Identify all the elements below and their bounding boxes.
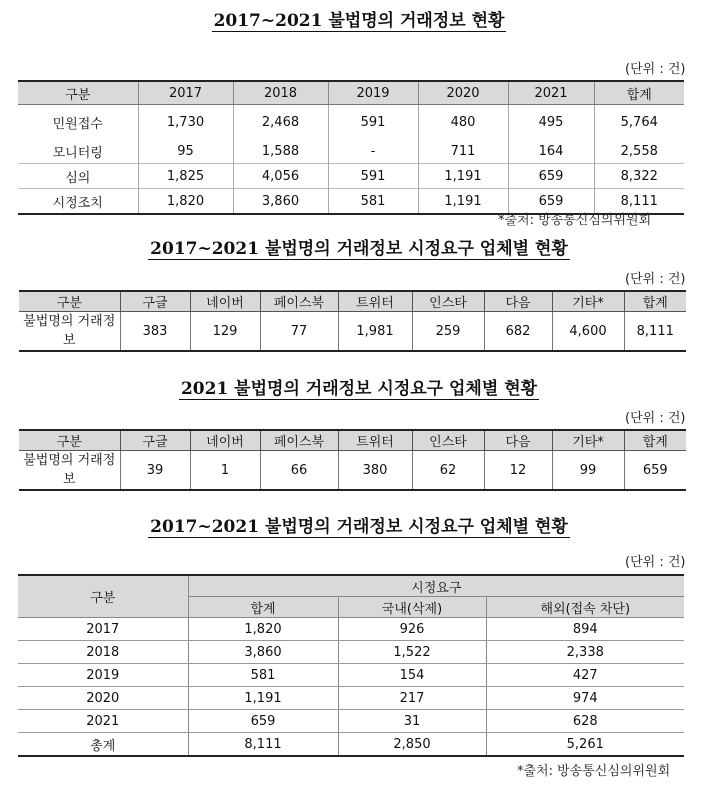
table-cell: 2,338 (486, 641, 684, 664)
header-cell: 다음 (484, 430, 552, 451)
table-cell: 5,261 (486, 733, 684, 757)
section2-unit: (단위 : 건) (625, 272, 686, 287)
table-row (18, 641, 684, 664)
table-cell: 1,825 (138, 164, 233, 189)
table-total-row (18, 733, 684, 757)
table-cell: 3,860 (188, 641, 338, 664)
header-cell: 기타* (552, 291, 624, 312)
header-cell: 트위터 (338, 430, 412, 451)
table-cell: 427 (486, 664, 684, 687)
table-cell: 380 (338, 451, 412, 491)
header-cell: 구분 (18, 575, 188, 618)
table-header-row (19, 291, 686, 312)
table-cell: 39 (120, 451, 190, 491)
row-label: 심의 (18, 164, 138, 189)
table-cell: 591 (328, 105, 418, 140)
header-cell: 합계 (624, 430, 686, 451)
header-cell: 페이스북 (260, 430, 338, 451)
table-row (19, 451, 686, 491)
header-cell: 구분 (19, 291, 120, 312)
table-cell: 62 (412, 451, 484, 491)
table-cell: 591 (328, 164, 418, 189)
section3-title: 2021 불법명의 거래정보 시정요구 업체별 현황 (180, 379, 538, 399)
section2-table (19, 290, 686, 352)
table-cell: 659 (508, 189, 594, 215)
table-cell: 8,111 (188, 733, 338, 757)
row-label: 불법명의 거래정보 (23, 314, 116, 348)
table-cell: 480 (418, 105, 508, 140)
table-cell: 1,588 (233, 139, 328, 164)
section2-title: 2017~2021 불법명의 거래정보 시정요구 업체별 현황 (150, 239, 568, 259)
table-cell: 259 (412, 312, 484, 352)
table-cell: 3,860 (233, 189, 328, 215)
header-cell: 2017 (138, 81, 233, 105)
header-cell: 구글 (120, 430, 190, 451)
section4-source: *출처: 방송통신심의위원회 (517, 764, 671, 779)
table-cell: 581 (328, 189, 418, 215)
header-cell: 구분 (19, 430, 120, 451)
row-label: 불법명의 거래정보 (23, 453, 116, 487)
table-cell: 129 (190, 312, 260, 352)
row-label: 2018 (18, 641, 188, 664)
row-label: 총계 (90, 738, 116, 754)
header-cell: 구분 (18, 81, 138, 105)
table-cell: 8,111 (624, 312, 686, 352)
row-label: 2020 (18, 687, 188, 710)
table-cell: 581 (188, 664, 338, 687)
table-cell: 8,322 (594, 164, 684, 189)
table-cell: 99 (552, 451, 624, 491)
table-row (18, 164, 684, 189)
header-cell: 국내(삭제) (338, 597, 486, 618)
header-cell: 네이버 (190, 291, 260, 312)
table-cell: 974 (486, 687, 684, 710)
section4-title: 2017~2021 불법명의 거래정보 시정요구 업체별 현황 (150, 517, 568, 537)
table-cell: 12 (484, 451, 552, 491)
table-cell: 711 (418, 139, 508, 164)
section1-source: *출처: 방송통신심의위원회 (498, 213, 652, 228)
table-header-row (19, 430, 686, 451)
row-label: 2019 (18, 664, 188, 687)
header-cell: 인스타 (412, 291, 484, 312)
table-cell: - (328, 139, 418, 164)
table-cell: 1,191 (188, 687, 338, 710)
table-cell: 164 (508, 139, 594, 164)
table-cell: 8,111 (594, 189, 684, 215)
table-cell: 77 (260, 312, 338, 352)
table-header-row (18, 575, 684, 597)
header-cell: 합계 (624, 291, 686, 312)
table-cell: 659 (188, 710, 338, 733)
table-cell: 31 (338, 710, 486, 733)
table-cell: 2,850 (338, 733, 486, 757)
header-cell: 네이버 (190, 430, 260, 451)
table-cell: 1,191 (418, 164, 508, 189)
table-cell: 95 (138, 139, 233, 164)
table-row (18, 105, 684, 140)
table-cell: 2,558 (594, 139, 684, 164)
header-cell: 페이스북 (260, 291, 338, 312)
header-cell: 트위터 (338, 291, 412, 312)
header-cell: 인스타 (412, 430, 484, 451)
section1-table (18, 80, 684, 215)
row-label: 민원접수 (52, 116, 103, 132)
table-cell: 4,056 (233, 164, 328, 189)
table-cell: 2,468 (233, 105, 328, 140)
table-cell: 659 (508, 164, 594, 189)
section1-unit: (단위 : 건) (625, 62, 686, 77)
header-cell: 2018 (233, 81, 328, 105)
table-cell: 5,764 (594, 105, 684, 140)
table-cell: 1,522 (338, 641, 486, 664)
table-row (19, 312, 686, 352)
table-cell: 217 (338, 687, 486, 710)
header-group-cell: 시정요구 (188, 575, 684, 597)
table-row (18, 618, 684, 641)
table-cell: 659 (624, 451, 686, 491)
table-cell: 1,820 (138, 189, 233, 215)
header-cell: 해외(접속 차단) (486, 597, 684, 618)
table-cell: 495 (508, 105, 594, 140)
section3-unit: (단위 : 건) (625, 411, 686, 426)
table-cell: 1,730 (138, 105, 233, 140)
table-row (18, 664, 684, 687)
section3-table (19, 429, 686, 491)
table-row (18, 687, 684, 710)
table-cell: 1,820 (188, 618, 338, 641)
section4-unit: (단위 : 건) (625, 555, 686, 570)
table-cell: 628 (486, 710, 684, 733)
table-cell: 894 (486, 618, 684, 641)
header-cell: 기타* (552, 430, 624, 451)
header-cell: 2020 (418, 81, 508, 105)
header-cell: 2021 (508, 81, 594, 105)
table-cell: 4,600 (552, 312, 624, 352)
table-row (18, 710, 684, 733)
table-cell: 66 (260, 451, 338, 491)
section4-table (18, 574, 684, 757)
table-cell: 926 (338, 618, 486, 641)
header-cell: 다음 (484, 291, 552, 312)
table-cell: 154 (338, 664, 486, 687)
table-cell: 1,981 (338, 312, 412, 352)
table-cell: 1,191 (418, 189, 508, 215)
header-cell: 2019 (328, 81, 418, 105)
header-cell: 합계 (594, 81, 684, 105)
table-cell: 682 (484, 312, 552, 352)
header-cell: 구글 (120, 291, 190, 312)
row-label: 2017 (18, 618, 188, 641)
section1-title: 2017~2021 불법명의 거래정보 현황 (213, 11, 505, 31)
table-cell: 1 (190, 451, 260, 491)
row-label: 2021 (18, 710, 188, 733)
table-row (18, 139, 684, 164)
header-cell: 합계 (188, 597, 338, 618)
row-label: 시정조치 (18, 189, 138, 215)
table-cell: 383 (120, 312, 190, 352)
table-header-row (18, 81, 684, 105)
row-label: 모니터링 (52, 145, 103, 161)
